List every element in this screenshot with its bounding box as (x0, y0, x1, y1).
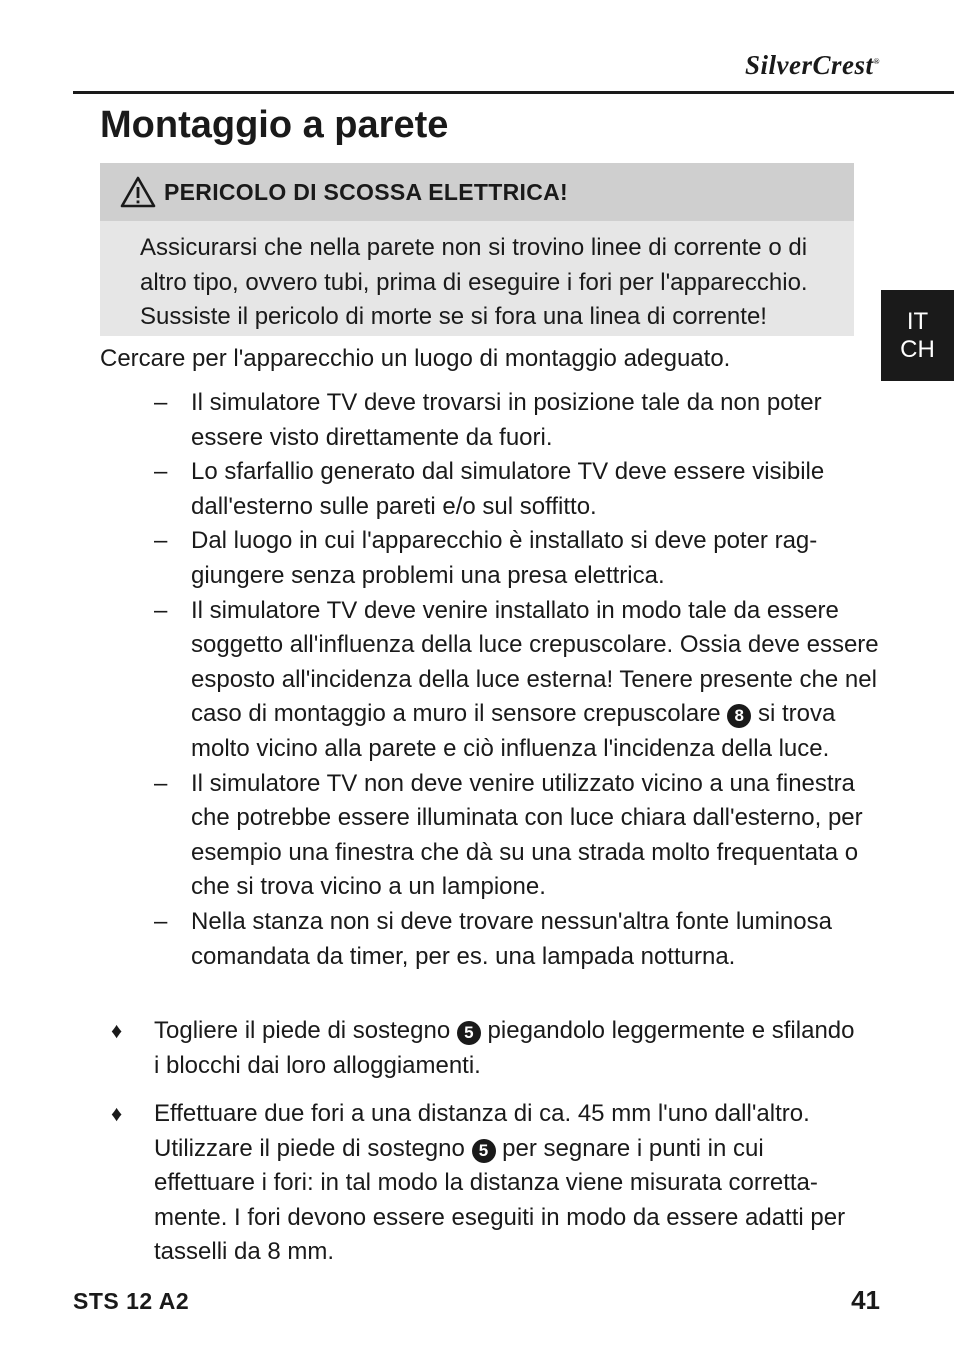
list-item (0, 905, 954, 974)
diamond-bullet-icon: ♦ (111, 1018, 123, 1043)
dash-marker: – (154, 389, 168, 416)
brand-name: SilverCrest (745, 50, 874, 80)
part-number-badge: 5 (472, 1139, 496, 1163)
header-divider (73, 91, 954, 94)
part-number-badge: 5 (457, 1021, 481, 1045)
footer-model: STS 12 A2 (73, 1288, 190, 1314)
list-item-text: Il simulatore TV deve trovarsi in posizione tale da non poter essere visto direttamente da fuori. (191, 389, 822, 451)
list-item (0, 767, 954, 905)
dash-marker: – (154, 458, 168, 486)
list-item (0, 524, 954, 593)
language-tab-line1: IT (906, 308, 929, 335)
warning-box (100, 163, 854, 336)
step-text: piegandolo leggermente e sfilando i blocchi dai loro alloggiamenti. (154, 1017, 855, 1079)
instruction-step (0, 1014, 954, 1083)
conditions-list (0, 386, 954, 974)
language-tab-line2: CH (900, 336, 935, 363)
list-item (0, 594, 954, 767)
list-item-text: Nella stanza non si deve trovare nessun'altra fonte luminosa comandata da timer, per es. una lampada notturna. (191, 907, 832, 970)
page-number: 41 (851, 1285, 880, 1315)
dash-marker: – (154, 527, 168, 555)
warning-triangle-icon (120, 176, 156, 208)
step-text: Effettuare due fori a una distanza di ca. 45 mm l'uno dall'altro. Utilizzare il piede di sostegno (154, 1100, 810, 1162)
list-item (0, 386, 954, 455)
step-text: per segnare i punti in cui effettuare i fori: in tal modo la distanza viene misurata correttamente. I fori devono essere eseguiti in modo da essere adatti per tasselli da 8 mm. (154, 1134, 846, 1266)
list-item-text: Il simulatore TV non deve venire utilizzato vicino a una finestra che potrebbe essere illuminata con luce chiara dall'esterno, per esempio una finestra che dà su una strada molto frequentata o che si trova vicino a un lampione. (191, 769, 863, 901)
dash-marker: – (154, 769, 168, 797)
warning-header (100, 163, 854, 221)
warning-title: PERICOLO DI SCOSSA ELETTRICA! (164, 178, 568, 205)
part-number-badge: 8 (727, 704, 751, 728)
list-item-text: Il simulatore TV deve venire installato in modo tale da essere soggetto all'influenza della luce crepuscolare. Ossia deve essere esposto all'incidenza della luce esterna! Tenere presente che nel caso di montaggio a muro il sensore crepuscolare (191, 596, 879, 728)
warning-text: Assicurarsi che nella parete non si trovino linee di corrente o di altro tipo, ovvero tubi, prima di eseguire i fori per l'apparecchio. Sussiste il pericolo di morte se si fora una linea di corrente! (140, 234, 808, 330)
registered-mark: ® (873, 57, 880, 66)
list-item-text: Dal luogo in cui l'apparecchio è installato si deve poter raggiungere senza problemi una presa elettrica. (191, 527, 818, 589)
page-title: Montaggio a parete (100, 104, 449, 146)
list-item-text: Lo sfarfallio generato dal simulatore TV deve essere visibile dall'esterno sulle pareti e/o sul soffitto. (191, 458, 825, 520)
instruction-step (0, 1097, 954, 1270)
intro-text: Cercare per l'apparecchio un luogo di montaggio adeguato. (100, 345, 731, 372)
brand-logo (745, 50, 880, 81)
list-item (0, 455, 954, 524)
diamond-bullet-icon: ♦ (111, 1101, 123, 1126)
step-text: Togliere il piede di sostegno (154, 1017, 451, 1044)
dash-marker: – (154, 907, 168, 935)
list-item-text: si trova molto vicino alla parete e ciò influenza l'incidenza della luce. (191, 700, 836, 762)
language-tab (881, 290, 954, 381)
dash-marker: – (154, 596, 168, 624)
